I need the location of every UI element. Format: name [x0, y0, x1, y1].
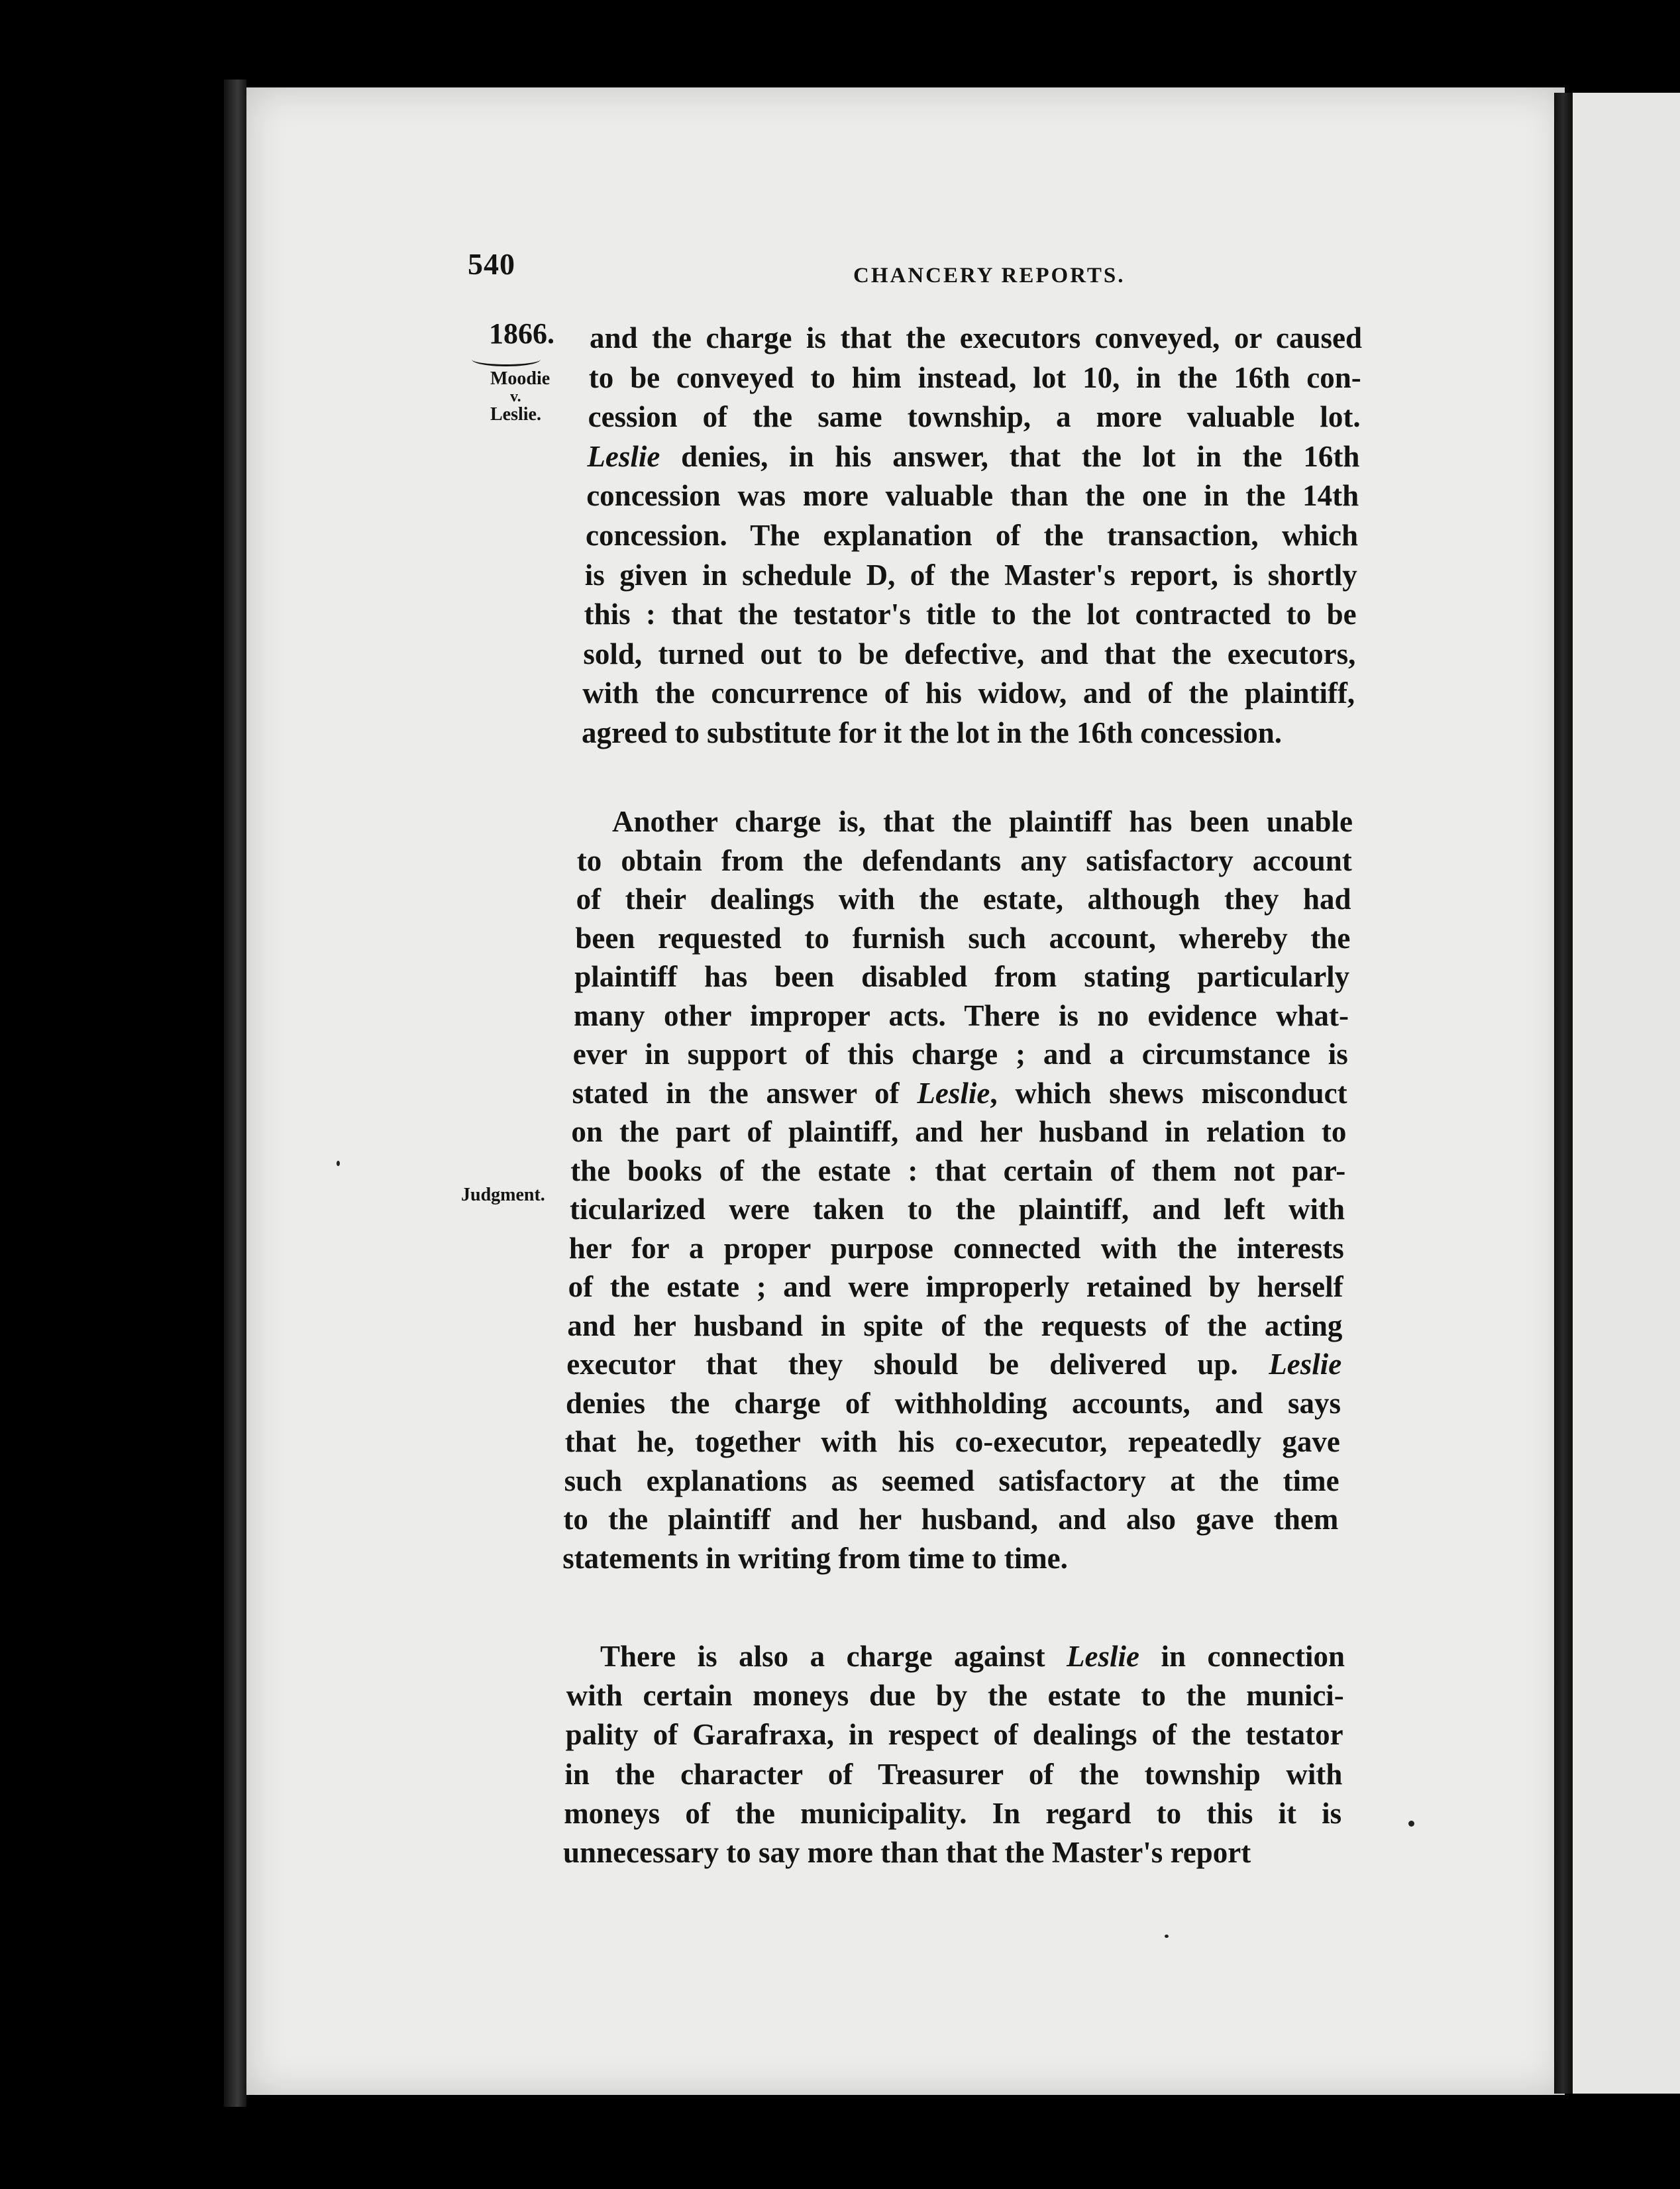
paragraph3-line: unnecessary to say more than that the Master's report [563, 1836, 1251, 1869]
paragraph2-line: many other improper acts. There is no evidence what- [574, 999, 1349, 1032]
paragraph3-line: There is also a charge against Leslie in connection [600, 1640, 1345, 1673]
paragraph3-line: with certain moneys due by the estate to the munici- [566, 1679, 1344, 1712]
paragraph1-line: and the charge is that the executors conveyed, or caused [590, 321, 1362, 354]
book-spine-shadow [224, 80, 246, 2107]
paragraph2-line: such explanations as seemed satisfactory at the time [564, 1464, 1339, 1497]
paragraph2-line: plaintiff has been disabled from stating particularly [574, 960, 1350, 993]
paragraph2-line: to obtain from the defendants any satisfactory account [576, 844, 1352, 877]
paragraph2-line: the books of the estate : that certain of them not par- [570, 1154, 1346, 1187]
paragraph2-line: stated in the answer of Leslie, which shews misconduct [572, 1077, 1347, 1110]
paragraph3-line: in the character of Treasurer of the township with [564, 1758, 1343, 1791]
paragraph1-line: sold, turned out to be defective, and that the executors, [583, 637, 1356, 670]
paragraph1-line: to be conveyed to him instead, lot 10, in the 16th con- [588, 361, 1361, 394]
paragraph2-line: ticularized were taken to the plaintiff, and left with [570, 1193, 1345, 1226]
paragraph1-line: concession. The explanation of the transaction, which [586, 519, 1358, 552]
running-title: CHANCERY REPORTS. [853, 264, 1126, 288]
paragraph1-line: agreed to substitute for it the lot in the 16th concession. [582, 716, 1283, 749]
paragraph2-line: of the estate ; and were improperly retained by herself [568, 1270, 1343, 1303]
paragraph1-line: this : that the testator's title to the lot contracted to be [584, 598, 1357, 631]
margin-case-defendant: Leslie. [490, 404, 541, 425]
paragraph2-line: her for a proper purpose connected with the interests [568, 1232, 1344, 1265]
scan-speck [1165, 1935, 1169, 1938]
paragraph2-line: been requested to furnish such account, whereby the [575, 922, 1351, 955]
margin-case-versus: v. [510, 388, 521, 405]
page-number: 540 [468, 247, 515, 281]
paragraph1-line: Leslie denies, in his answer, that the lot in the 16th [587, 440, 1360, 473]
paragraph2-line: denies the charge of withholding accounts, and says [566, 1387, 1341, 1420]
paragraph2-line: statements in writing from time to time. [562, 1542, 1068, 1575]
paragraph2-line: on the part of plaintiff, and her husband in relation to [571, 1115, 1347, 1148]
facing-page-edge [1573, 93, 1680, 2094]
margin-case-plaintiff: Moodie [490, 368, 551, 389]
page-gutter-shadow [1554, 93, 1573, 2094]
paragraph2-line: Another charge is, that the plaintiff has been unable [612, 805, 1353, 838]
paragraph2-line: that he, together with his co-executor, repeatedly gave [564, 1425, 1340, 1458]
paragraph1-line: with the concurrence of his widow, and of the plaintiff, [582, 676, 1355, 710]
margin-year: 1866. [489, 317, 554, 350]
margin-judgment-label: Judgment. [461, 1185, 545, 1205]
paragraph3-line: moneys of the municipality. In regard to this it is [564, 1797, 1342, 1830]
scan-border [0, 0, 1680, 80]
paragraph1-line: concession was more valuable than the one in the 14th [586, 479, 1359, 512]
scan-speck [1408, 1821, 1414, 1827]
paragraph2-line: executor that they should be delivered up. Leslie [566, 1348, 1342, 1381]
paragraph2-line: to the plaintiff and her husband, and also gave them [563, 1503, 1339, 1536]
paragraph1-line: cession of the same township, a more valuable lot. [588, 400, 1361, 433]
paragraph1-line: is given in schedule D, of the Master's report, is shortly [584, 559, 1357, 592]
paragraph2-line: of their dealings with the estate, although they had [576, 882, 1351, 916]
paragraph3-line: pality of Garafraxa, in respect of dealings of the testator [565, 1718, 1343, 1751]
margin-brace [472, 352, 541, 366]
paragraph2-line: ever in support of this charge ; and a circumstance is [572, 1038, 1348, 1071]
scan-speck [337, 1161, 340, 1166]
paragraph2-line: and her husband in spite of the requests of the acting [567, 1309, 1343, 1342]
